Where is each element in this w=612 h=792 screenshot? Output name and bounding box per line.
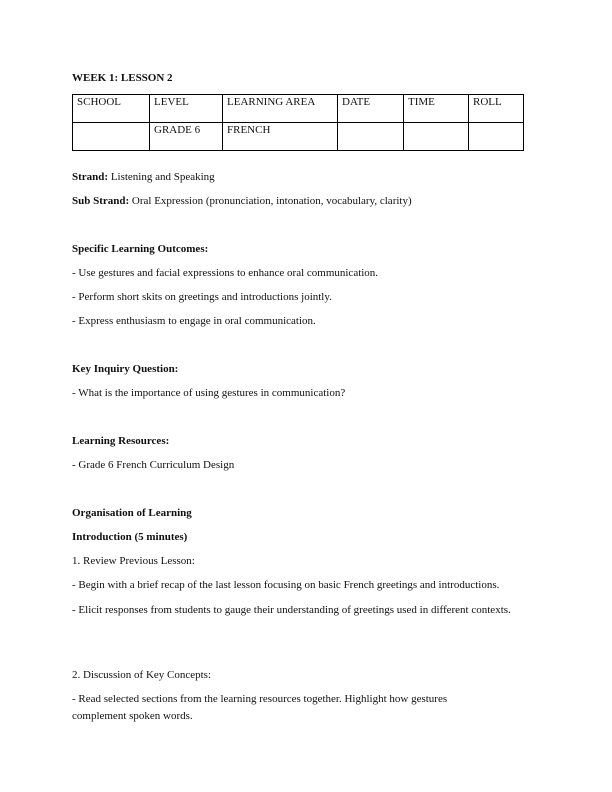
cell-learning-area: FRENCH <box>223 123 338 151</box>
header-date: DATE <box>338 95 404 123</box>
header-school: SCHOOL <box>73 95 150 123</box>
list-item: - Begin with a brief recap of the last lesson focusing on basic French greetings and introductions. <box>72 579 500 591</box>
header-time: TIME <box>404 95 469 123</box>
list-item: - Grade 6 French Curriculum Design <box>72 459 235 471</box>
list-item: - What is the importance of using gestures in communication? <box>72 387 346 399</box>
list-item: - Elicit responses from students to gauge their understanding of greetings used in different contexts. <box>72 604 511 616</box>
cell-level: GRADE 6 <box>150 123 223 151</box>
list-item: - Read selected sections from the learning resources together. Highlight how gestures complement spoken words. <box>72 693 448 722</box>
resources-heading: Learning Resources: <box>72 435 170 447</box>
list-item: - Use gestures and facial expressions to enhance oral communication. <box>72 267 379 279</box>
strand: Strand: Listening and Speaking <box>72 171 215 183</box>
sub-strand: Sub Strand: Oral Expression (pronunciation, intonation, vocabulary, clarity) <box>72 195 412 207</box>
introduction-heading: Introduction (5 minutes) <box>72 531 188 543</box>
step-1: 1. Review Previous Lesson: <box>72 555 195 567</box>
lesson-title: WEEK 1: LESSON 2 <box>72 72 173 84</box>
lesson-info-table <box>72 94 524 151</box>
cell-date <box>338 123 404 151</box>
header-level: LEVEL <box>150 95 223 123</box>
header-roll: ROLL <box>469 95 524 123</box>
cell-time <box>404 123 469 151</box>
list-item: - Express enthusiasm to engage in oral communication. <box>72 315 316 327</box>
cell-roll <box>469 123 524 151</box>
list-item: - Perform short skits on greetings and introductions jointly. <box>72 291 332 303</box>
slo-heading: Specific Learning Outcomes: <box>72 243 209 255</box>
header-learning-area: LEARNING AREA <box>223 95 338 123</box>
step-2: 2. Discussion of Key Concepts: <box>72 669 212 681</box>
cell-school <box>73 123 150 151</box>
kiq-heading: Key Inquiry Question: <box>72 363 179 375</box>
organisation-heading: Organisation of Learning <box>72 507 192 519</box>
